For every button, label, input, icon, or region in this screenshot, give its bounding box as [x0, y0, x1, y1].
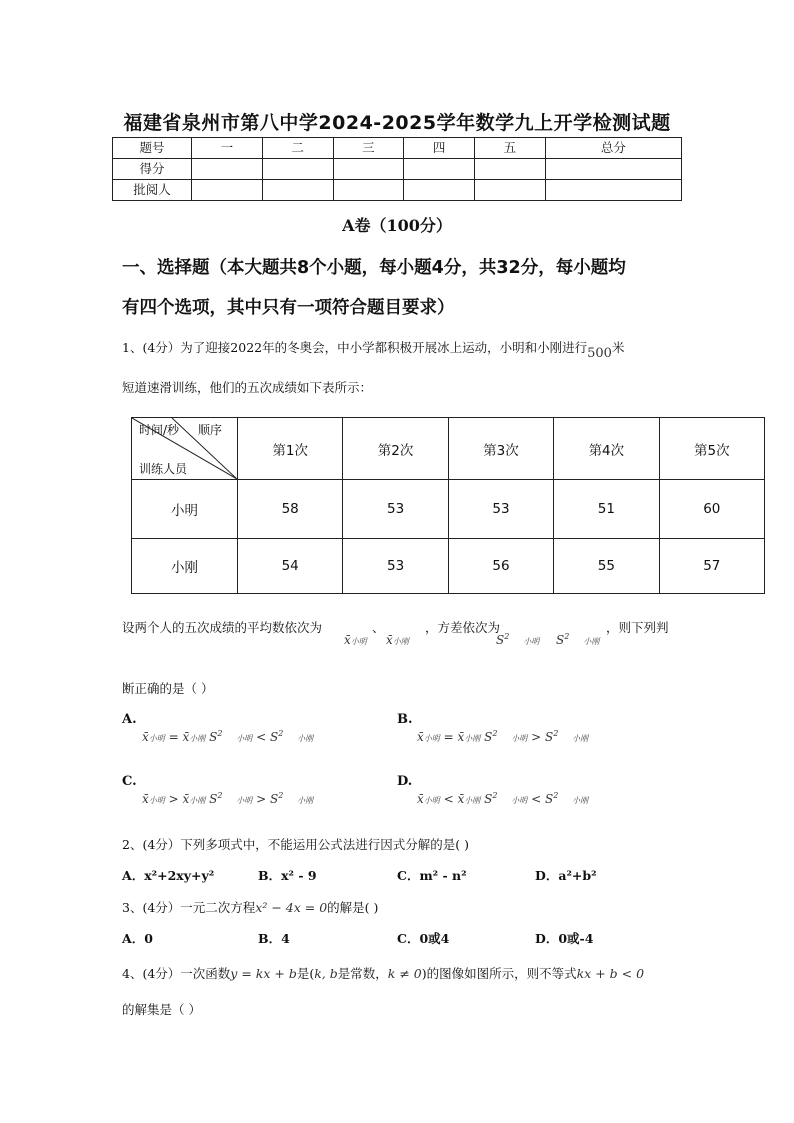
q4-text: 4、(4分）一次函数y = kx + b是(k, b是常数，k ≠ 0)的图像如图所示，则不等式kx + b < 0 — [122, 966, 645, 981]
exam-title: 福建省泉州市第八中学2024-2025学年数学九上开学检测试题 — [123, 112, 671, 134]
q1-table-header-row — [132, 418, 765, 480]
score-blank-cell[interactable] — [262, 159, 333, 180]
score-blank-cell[interactable] — [192, 159, 263, 180]
score-table — [112, 137, 682, 201]
q1-option-a[interactable] — [122, 712, 313, 744]
score-blank-cell[interactable] — [545, 159, 681, 180]
q1-option-c[interactable] — [122, 774, 313, 806]
q4-text-line2: 的解集是（ ） — [122, 1002, 201, 1017]
option-letter: A. — [122, 712, 137, 727]
score-header-cell: 二 — [262, 138, 333, 159]
q1-stem: 1、(4分）为了迎接2022年的冬奥会，中小学都积极开展冰上运动，小明和小刚进行 — [122, 340, 588, 355]
score-header-cell: 四 — [404, 138, 475, 159]
corner-people-label: 训练人员 — [139, 462, 188, 476]
q2-option-a[interactable]: A．x²+2xy+y² — [122, 868, 215, 883]
corner-time-label: 时间/秒 — [139, 423, 180, 437]
score-header-cell: 三 — [333, 138, 404, 159]
option-letter: D. — [397, 774, 413, 789]
q2-text: 2、(4分）下列多项式中，不能运用公式法进行因式分解的是( ) — [122, 837, 470, 852]
score-header-cell: 总分 — [545, 138, 681, 159]
q3-equation: x² − 4x = 0 — [255, 900, 328, 915]
q1-table-row-gang — [132, 539, 765, 594]
option-letter: C. — [122, 774, 137, 789]
q3-option-b[interactable]: B．4 — [258, 931, 290, 946]
q3-option-a[interactable]: A．0 — [122, 931, 153, 946]
q3-option-d[interactable]: D．0或-4 — [535, 931, 594, 946]
option-formula: x̄小明 < x̄小刚 $S^2$ 小明 < $S^2$ 小刚 — [417, 791, 589, 806]
q1-row-name: 小刚 — [132, 539, 238, 594]
score-blank-cell[interactable] — [545, 180, 681, 201]
q1-cell: 56 — [448, 539, 553, 594]
score-blank-cell[interactable] — [333, 180, 404, 201]
q2-option-d[interactable]: D．a²+b² — [535, 868, 597, 883]
q1-cell: 58 — [238, 480, 343, 539]
q4-inequality: kx + b < 0 — [576, 966, 645, 981]
variance-ming-formula: $S^2$小明 — [496, 632, 540, 647]
mean-ming-formula: x̄小明 — [344, 633, 367, 647]
q1-cell: 51 — [554, 480, 659, 539]
q1-cell: 60 — [659, 480, 764, 539]
score-row-label: 批阅人 — [113, 180, 192, 201]
q1-cell: 53 — [343, 539, 448, 594]
score-blank-cell[interactable] — [404, 159, 475, 180]
q1-col-header: 第3次 — [448, 418, 553, 480]
score-header-cell: 五 — [475, 138, 546, 159]
q1-unit: 米 — [611, 340, 625, 355]
part1-heading-line1: 一、选择题（本大题共8个小题，每小题4分，共32分，每小题均 — [122, 258, 626, 278]
q1-col-header: 第4次 — [554, 418, 659, 480]
score-table-row — [113, 159, 682, 180]
q1-table-row-ming — [132, 480, 765, 539]
score-blank-cell[interactable] — [475, 159, 546, 180]
q1-stem-sep: 、 — [372, 620, 385, 635]
part1-heading-line2: 有四个选项，其中只有一项符合题目要求） — [122, 298, 455, 318]
q1-stem-line: 设两个人的五次成绩的平均数依次为 — [122, 620, 323, 635]
q1-distance: 500 — [587, 346, 612, 361]
q4-function: y = kx + b — [230, 966, 297, 981]
score-blank-cell[interactable] — [404, 180, 475, 201]
q1-text-line2: 短道速滑训练，他们的五次成绩如下表所示： — [122, 380, 373, 395]
score-table-row — [113, 180, 682, 201]
score-blank-cell[interactable] — [262, 180, 333, 201]
score-row-label: 得分 — [113, 159, 192, 180]
q1-col-header: 第5次 — [659, 418, 764, 480]
q1-stem-judge: ，则下列判 — [606, 620, 669, 635]
score-blank-cell[interactable] — [192, 180, 263, 201]
q1-cell: 54 — [238, 539, 343, 594]
q3-text: 3、(4分）一元二次方程x² − 4x = 0的解是( ) — [122, 900, 379, 915]
q1-cell: 53 — [343, 480, 448, 539]
option-formula: x̄小明 = x̄小刚 $S^2$ 小明 < $S^2$ 小刚 — [142, 729, 314, 744]
score-table-header-row — [113, 138, 682, 159]
q1-text-line1 — [122, 338, 625, 361]
q1-option-d[interactable] — [397, 774, 588, 806]
corner-order-label: 顺序 — [198, 423, 223, 437]
q1-cell: 57 — [659, 539, 764, 594]
option-formula: x̄小明 = x̄小刚 $S^2$ 小明 > $S^2$ 小刚 — [417, 729, 589, 744]
mean-gang-formula: x̄小刚 — [386, 633, 409, 647]
score-header-cell: 题号 — [113, 138, 192, 159]
score-blank-cell[interactable] — [475, 180, 546, 201]
q1-col-header: 第1次 — [238, 418, 343, 480]
q1-results-table — [131, 417, 765, 594]
q3-option-c[interactable]: C．0或4 — [397, 931, 450, 946]
q1-option-b[interactable] — [397, 712, 588, 744]
q2-option-c[interactable]: C．m² - n² — [397, 868, 467, 883]
q1-col-header: 第2次 — [343, 418, 448, 480]
q1-table-corner — [132, 418, 238, 480]
q1-stem-variance: ，方差依次为 — [425, 620, 501, 635]
variance-gang-formula: $S^2$小刚 — [556, 632, 600, 647]
q2-option-b[interactable]: B．x² - 9 — [258, 868, 317, 883]
option-formula: x̄小明 > x̄小刚 $S^2$ 小明 > $S^2$ 小刚 — [142, 791, 314, 806]
section-a-heading: A卷（100分） — [342, 216, 452, 235]
q1-row-name: 小明 — [132, 480, 238, 539]
q1-cell: 55 — [554, 539, 659, 594]
q1-cell: 53 — [448, 480, 553, 539]
q1-stem-line2: 断正确的是（ ） — [122, 681, 214, 696]
score-blank-cell[interactable] — [333, 159, 404, 180]
option-letter: B. — [397, 712, 413, 727]
score-header-cell: 一 — [192, 138, 263, 159]
